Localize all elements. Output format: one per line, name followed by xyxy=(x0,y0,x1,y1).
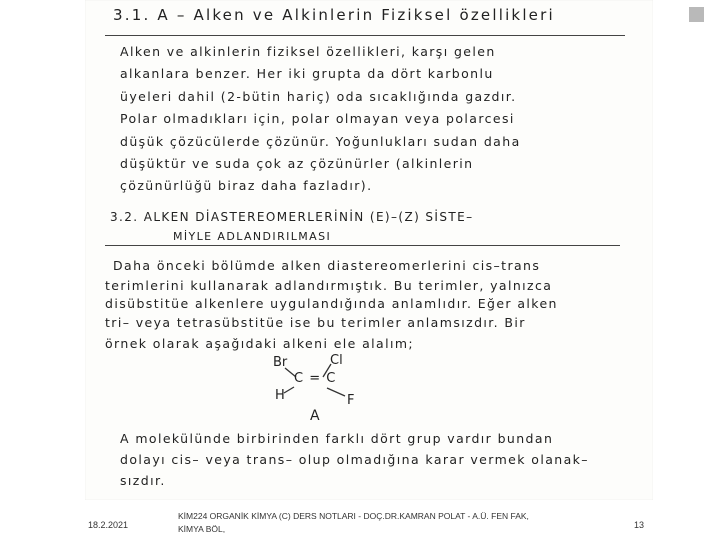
chlorine-label: Cl xyxy=(330,353,343,368)
text-line: Polar olmadıkları için, polar olmayan veya polarcesi xyxy=(120,111,515,126)
fluorine-label: F xyxy=(347,393,355,408)
section-1-heading: 3.1. A – Alken ve Alkinlerin Fiziksel özellikleri xyxy=(113,6,555,24)
molecule-label: A xyxy=(310,408,320,424)
text-line: dolayı cis– veya trans– olup olmadığına karar vermek olanak– xyxy=(120,452,589,467)
bromine-label: Br xyxy=(273,355,288,370)
decorative-square xyxy=(689,7,704,22)
section-2-heading-line-1: 3.2. ALKEN DİASTEREOMERLERİNİN (E)–(Z) SİSTE– xyxy=(110,210,474,224)
section-2-heading-line-2: MİYLE ADLANDIRILMASI xyxy=(173,230,332,243)
footer-date: 18.2.2021 xyxy=(88,520,129,530)
handwritten-notes-page xyxy=(85,0,653,500)
text-line: çözünürlüğü biraz daha fazladır). xyxy=(120,178,373,193)
footer-course-info: KİM224 ORGANİK KİMYA (C) DERS NOTLARI - DOÇ.DR.KAMRAN POLAT - A.Ü. FEN FAK, KİMYA BÖL, xyxy=(178,511,529,534)
hydrogen-label: H xyxy=(275,388,285,403)
text-line: Daha önceki bölümde alken diastereomerlerini cis–trans xyxy=(113,258,541,273)
carbon-double-bond: C = C xyxy=(294,371,337,386)
text-line: tri– veya tetrasübstitüe ise bu terimler anlamsızdır. Bir xyxy=(105,315,526,330)
text-line: A molekülünde birbirinden farklı dört grup vardır bundan xyxy=(120,431,554,446)
text-line: disübstitüe alkenlere uygulandığında anlamlıdır. Eğer alken xyxy=(105,296,558,311)
molecule-bonds xyxy=(85,0,653,500)
footer-page-number: 13 xyxy=(634,520,645,530)
text-line: alkanlara benzer. Her iki grupta da dört karbonlu xyxy=(120,66,494,81)
text-line: sızdır. xyxy=(120,473,166,488)
text-line: örnek olarak aşağıdaki alkeni ele alalım; xyxy=(105,336,415,351)
text-line: düşüktür ve suda çok az çözünürler (alkinlerin xyxy=(120,156,474,171)
text-line: üyeleri dahil (2-bütin hariç) oda sıcaklığında gazdır. xyxy=(120,89,517,104)
text-line: terimlerini kullanarak adlandırmıştık. Bu terimler, yalnızca xyxy=(105,278,553,293)
text-line: Alken ve alkinlerin fiziksel özellikleri, karşı gelen xyxy=(120,44,496,59)
text-line: düşük çözücülerde çözünür. Yoğunlukları sudan daha xyxy=(120,134,521,149)
